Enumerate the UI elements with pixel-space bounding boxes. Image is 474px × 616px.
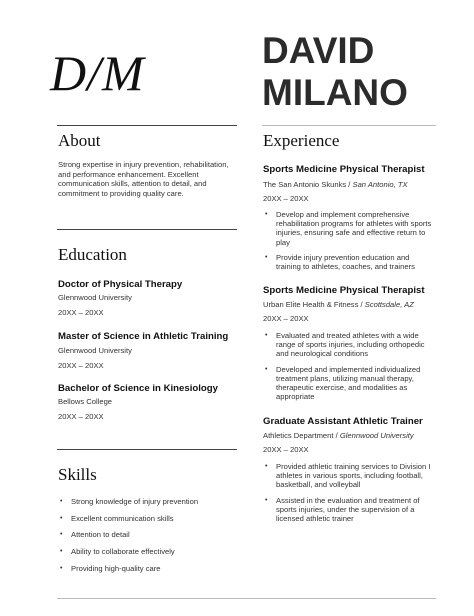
job-bullet: • Assisted in the evaluation and treatment of sports injuries, under the supervision of a licensed athletic trainer (263, 496, 435, 524)
full-name (262, 30, 462, 114)
experience-top-rule (262, 125, 436, 126)
about-text: Strong expertise in injury prevention, rehabilitation, and performance enhancement. Excellent communication skills, attention to detail, and commitment to providing quality care. (58, 160, 229, 198)
skill-item: • Attention to detail (58, 530, 234, 539)
job-company: Urban Elite Health & Fitness (263, 300, 359, 309)
job-company: Athletics Department (263, 431, 334, 440)
job-location: Scottsdale, AZ (364, 300, 414, 309)
first-name: DAVID (262, 30, 375, 71)
skills-top-rule (57, 449, 237, 450)
job-bullet: • Developed and implemented individualized treatment plans, utilizing manual therapy, therapeutic exercise, and modalities as appropriate (263, 365, 435, 402)
job-title: Sports Medicine Physical Therapist (263, 164, 425, 175)
job-bullet: • Provide injury prevention education and training to athletes, coaches, and trainers (263, 253, 435, 271)
job-location: San Antonio, TX (352, 180, 408, 189)
skills-list (58, 497, 234, 573)
job-bullets (263, 210, 435, 271)
job-dates: 20XX – 20XX (263, 445, 309, 454)
skill-item: • Ability to collaborate effectively (58, 547, 234, 556)
skills-heading: Skills (58, 465, 97, 484)
job-title: Graduate Assistant Athletic Trainer (263, 416, 423, 427)
education-degree: Doctor of Physical Therapy (58, 279, 183, 290)
job-company: The San Antonio Skunks (263, 180, 347, 189)
skill-item: • Strong knowledge of injury prevention (58, 497, 234, 506)
job-bullets (263, 331, 435, 401)
job-employer: Urban Elite Health & Fitness / Scottsdale, AZ (263, 300, 414, 309)
education-dates: 20XX – 20XX (58, 361, 104, 370)
job-bullet: • Evaluated and treated athletes with a wide range of sports injuries, including orthopedic and neurological conditions (263, 331, 435, 359)
education-dates: 20XX – 20XX (58, 308, 104, 317)
education-school: Glennwood University (58, 346, 132, 355)
job-dates: 20XX – 20XX (263, 314, 309, 323)
education-school: Glennwood University (58, 293, 132, 302)
last-name: MILANO (262, 72, 408, 113)
job-employer: Athletics Department / Glennwood University (263, 431, 414, 440)
education-degree: Bachelor of Science in Kinesiology (58, 383, 218, 394)
skill-item: • Excellent communication skills (58, 514, 234, 523)
about-top-rule (57, 125, 237, 126)
job-bullet: • Develop and implement comprehensive rehabilitation programs for athletes with sports injuries, ensuring safe and effective return to play (263, 210, 435, 247)
education-top-rule (57, 229, 237, 230)
about-heading: About (58, 131, 101, 150)
monogram: D/M (50, 45, 145, 101)
education-heading: Education (58, 245, 127, 264)
job-title: Sports Medicine Physical Therapist (263, 285, 425, 296)
bottom-rule (57, 598, 436, 599)
job-bullet: • Provided athletic training services to Division I athletes in various sports, including football, basketball, and volleyball (263, 462, 435, 490)
job-location: Glennwood University (339, 431, 414, 440)
job-employer: The San Antonio Skunks / San Antonio, TX (263, 180, 408, 189)
experience-heading: Experience (263, 131, 340, 150)
skill-item: • Providing high-quality care (58, 564, 234, 573)
job-bullets (263, 462, 435, 523)
education-school: Bellows College (58, 397, 113, 406)
job-dates: 20XX – 20XX (263, 194, 309, 203)
education-dates: 20XX – 20XX (58, 412, 104, 421)
education-degree: Master of Science in Athletic Training (58, 331, 229, 342)
